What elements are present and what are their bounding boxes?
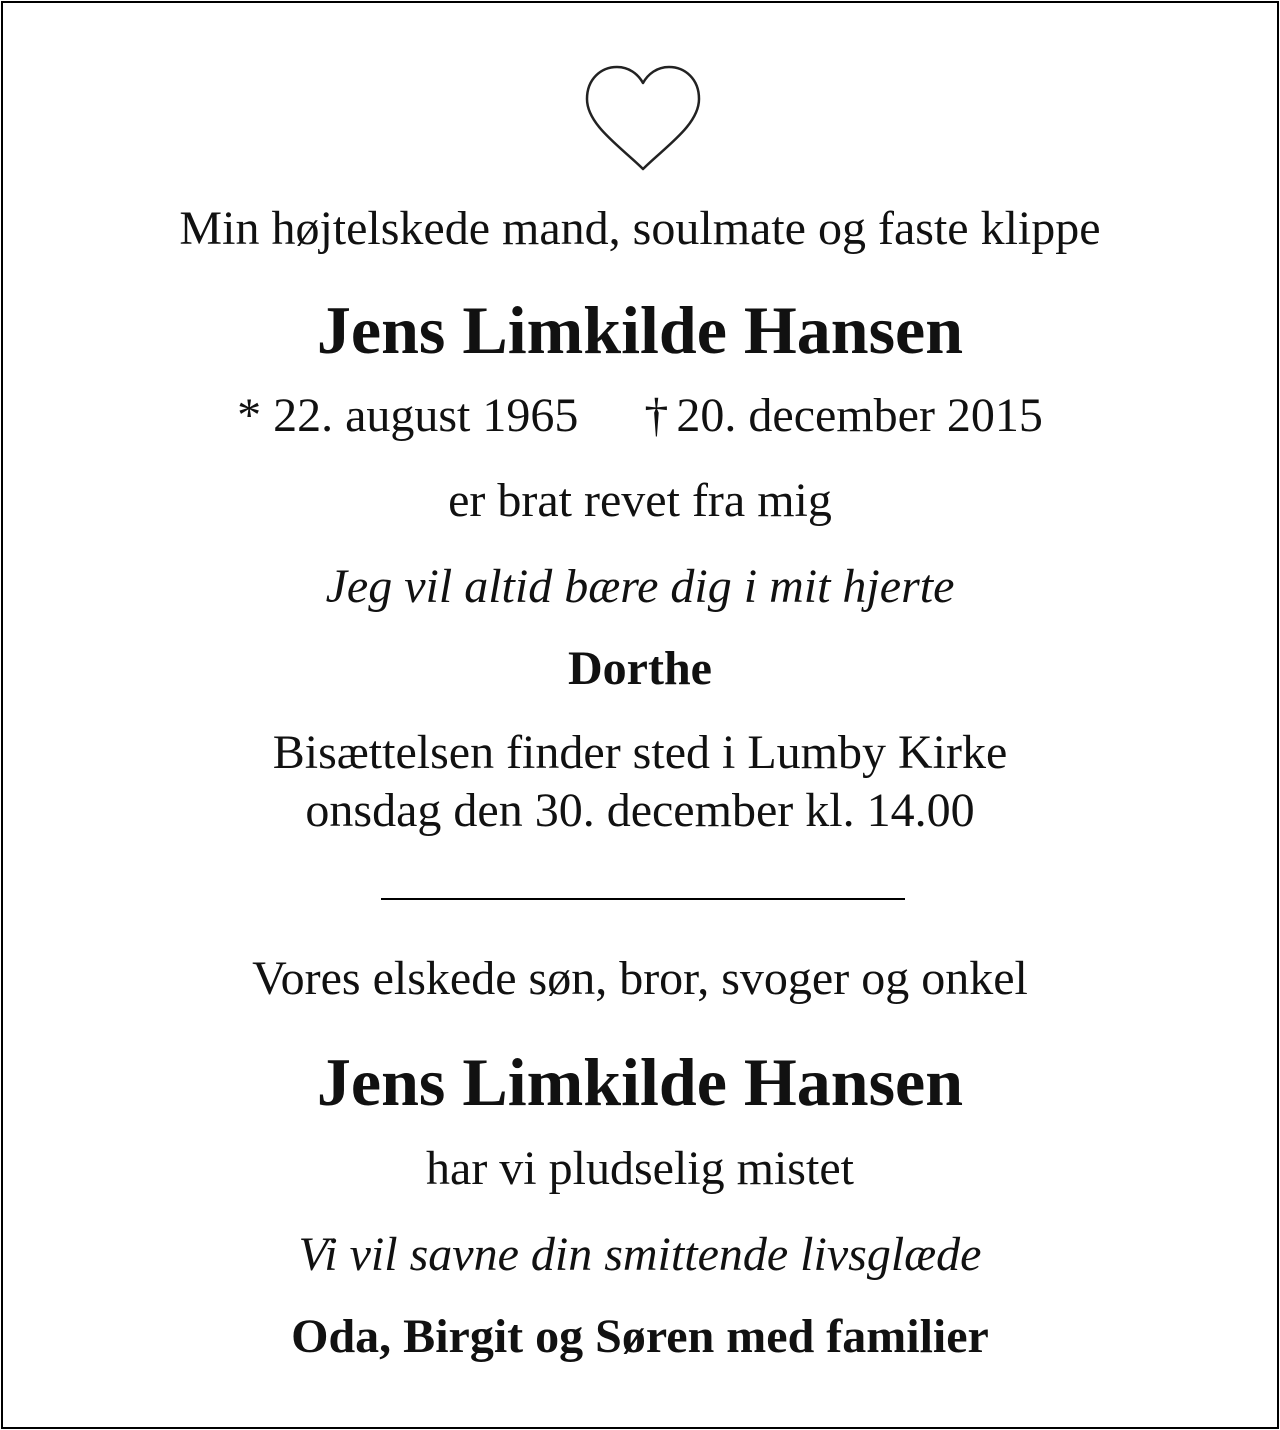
notice1-quote: Jeg vil altid bære dig i mit hjerte <box>325 560 955 613</box>
birth-date: 22. august 1965 <box>273 389 579 442</box>
notice2-after: har vi pludselig mistet <box>426 1142 854 1195</box>
death-symbol: † <box>644 389 669 442</box>
notice2-deceased-name: Jens Limkilde Hansen <box>316 1044 964 1120</box>
notice2-signer: Oda, Birgit og Søren med familier <box>291 1310 989 1363</box>
birth-symbol: * <box>237 389 262 442</box>
notice2-quote: Vi vil savne din smittende livsglæde <box>298 1228 982 1281</box>
divider-line <box>381 898 905 900</box>
funeral-info-line2: onsdag den 30. december kl. 14.00 <box>305 784 975 837</box>
obituary-notice <box>1 1 1279 1429</box>
notice1-after: er brat revet fra mig <box>448 474 832 527</box>
notice1-dates <box>3 388 1277 443</box>
funeral-info-line1: Bisættelsen finder sted i Lumby Kirke <box>272 726 1008 779</box>
notice1-deceased-name: Jens Limkilde Hansen <box>316 292 964 368</box>
heart-icon <box>581 63 705 175</box>
notice1-signer: Dorthe <box>568 642 712 695</box>
death-date: 20. december 2015 <box>676 389 1043 442</box>
notice2-intro: Vores elskede søn, bror, svoger og onkel <box>252 952 1028 1005</box>
notice1-intro: Min højtelskede mand, soulmate og faste klippe <box>179 202 1101 255</box>
